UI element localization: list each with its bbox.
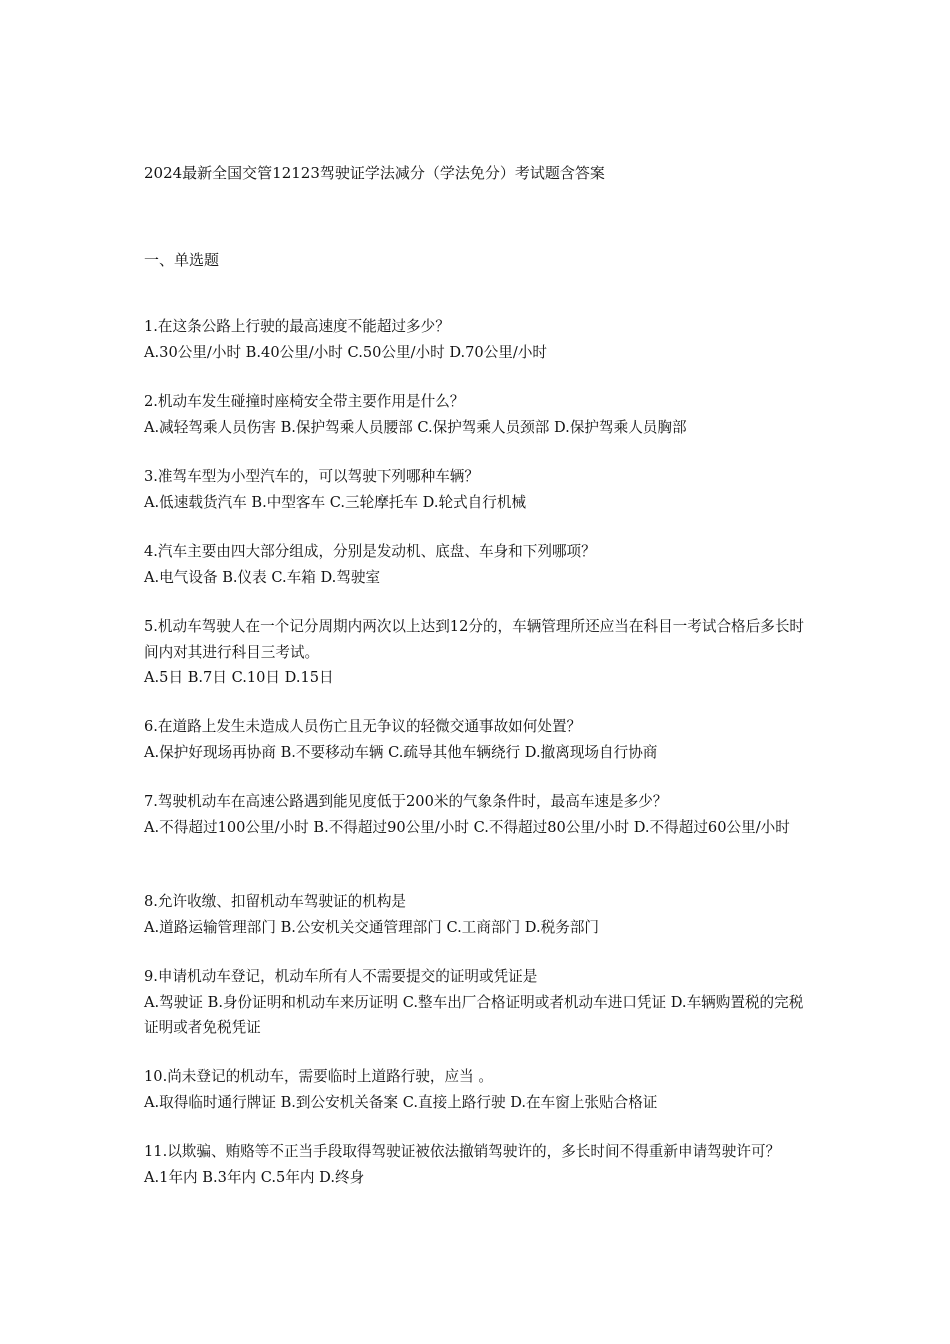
question-options: A.30公里/小时 B.40公里/小时 C.50公里/小时 D.70公里/小时 <box>144 343 548 361</box>
question-item <box>144 389 814 440</box>
question-options: A.保护好现场再协商 B.不要移动车辆 C.疏导其他车辆绕行 D.撤离现场自行协商 <box>144 743 658 761</box>
question-text: 6.在道路上发生未造成人员伤亡且无争议的轻微交通事故如何处置？ <box>144 718 582 735</box>
question-item <box>144 614 814 691</box>
document-title: 2024最新全国交管12123驾驶证学法减分（学法免分）考试题含答案 <box>144 164 605 182</box>
question-text: 7.驾驶机动车在高速公路遇到能见度低于200米的气象条件时，最高车速是多少？ <box>144 793 668 810</box>
question-text: 4.汽车主要由四大部分组成，分别是发动机、底盘、车身和下列哪项？ <box>144 543 596 560</box>
question-text: 3.准驾车型为小型汽车的，可以驾驶下列哪种车辆？ <box>144 468 479 485</box>
question-options: A.1年内 B.3年内 C.5年内 D.终身 <box>144 1168 365 1186</box>
question-options: A.低速载货汽车 B.中型客车 C.三轮摩托车 D.轮式自行机械 <box>144 493 527 511</box>
question-item <box>144 964 814 1041</box>
question-options: A.驾驶证 B.身份证明和机动车来历证明 C.整车出厂合格证明或者机动车进口凭证 D.车辆购置税的完税证明或者免税凭证 <box>144 993 804 1036</box>
question-text: 10.尚未登记的机动车，需要临时上道路行驶，应当 。 <box>144 1068 493 1085</box>
question-item <box>144 1064 814 1115</box>
question-options: A.取得临时通行牌证 B.到公安机关备案 C.直接上路行驶 D.在车窗上张贴合格证 <box>144 1093 658 1111</box>
question-item <box>144 1139 814 1190</box>
question-text: 5.机动车驾驶人在一个记分周期内两次以上达到12分的，车辆管理所还应当在科目一考试合格后多长时间内对其进行科目三考试。 <box>144 618 805 661</box>
question-item <box>144 714 814 765</box>
question-options: A.电气设备 B.仪表 C.车箱 D.驾驶室 <box>144 568 381 586</box>
question-options: A.不得超过100公里/小时 B.不得超过90公里/小时 C.不得超过80公里/小时 D.不得超过60公里/小时 <box>144 818 790 836</box>
question-text: 9.申请机动车登记，机动车所有人不需要提交的证明或凭证是 <box>144 968 538 985</box>
question-options: A.5日 B.7日 C.10日 D.15日 <box>144 669 334 686</box>
question-text: 1.在这条公路上行驶的最高速度不能超过多少？ <box>144 318 450 335</box>
question-item <box>144 464 814 515</box>
question-item <box>144 789 814 840</box>
question-options: A.道路运输管理部门 B.公安机关交通管理部门 C.工商部门 D.税务部门 <box>144 918 600 936</box>
question-options: A.减轻驾乘人员伤害 B.保护驾乘人员腰部 C.保护驾乘人员颈部 D.保护驾乘人员胸部 <box>144 418 687 436</box>
question-text: 8.允许收缴、扣留机动车驾驶证的机构是 <box>144 893 407 910</box>
question-text: 2.机动车发生碰撞时座椅安全带主要作用是什么？ <box>144 393 465 410</box>
question-text: 11.以欺骗、贿赂等不正当手段取得驾驶证被依法撤销驾驶许的，多长时间不得重新申请驾驶许可？ <box>144 1143 781 1160</box>
question-item <box>144 314 814 365</box>
question-item <box>144 889 814 940</box>
question-item <box>144 539 814 590</box>
section-heading: 一、单选题 <box>144 251 220 269</box>
